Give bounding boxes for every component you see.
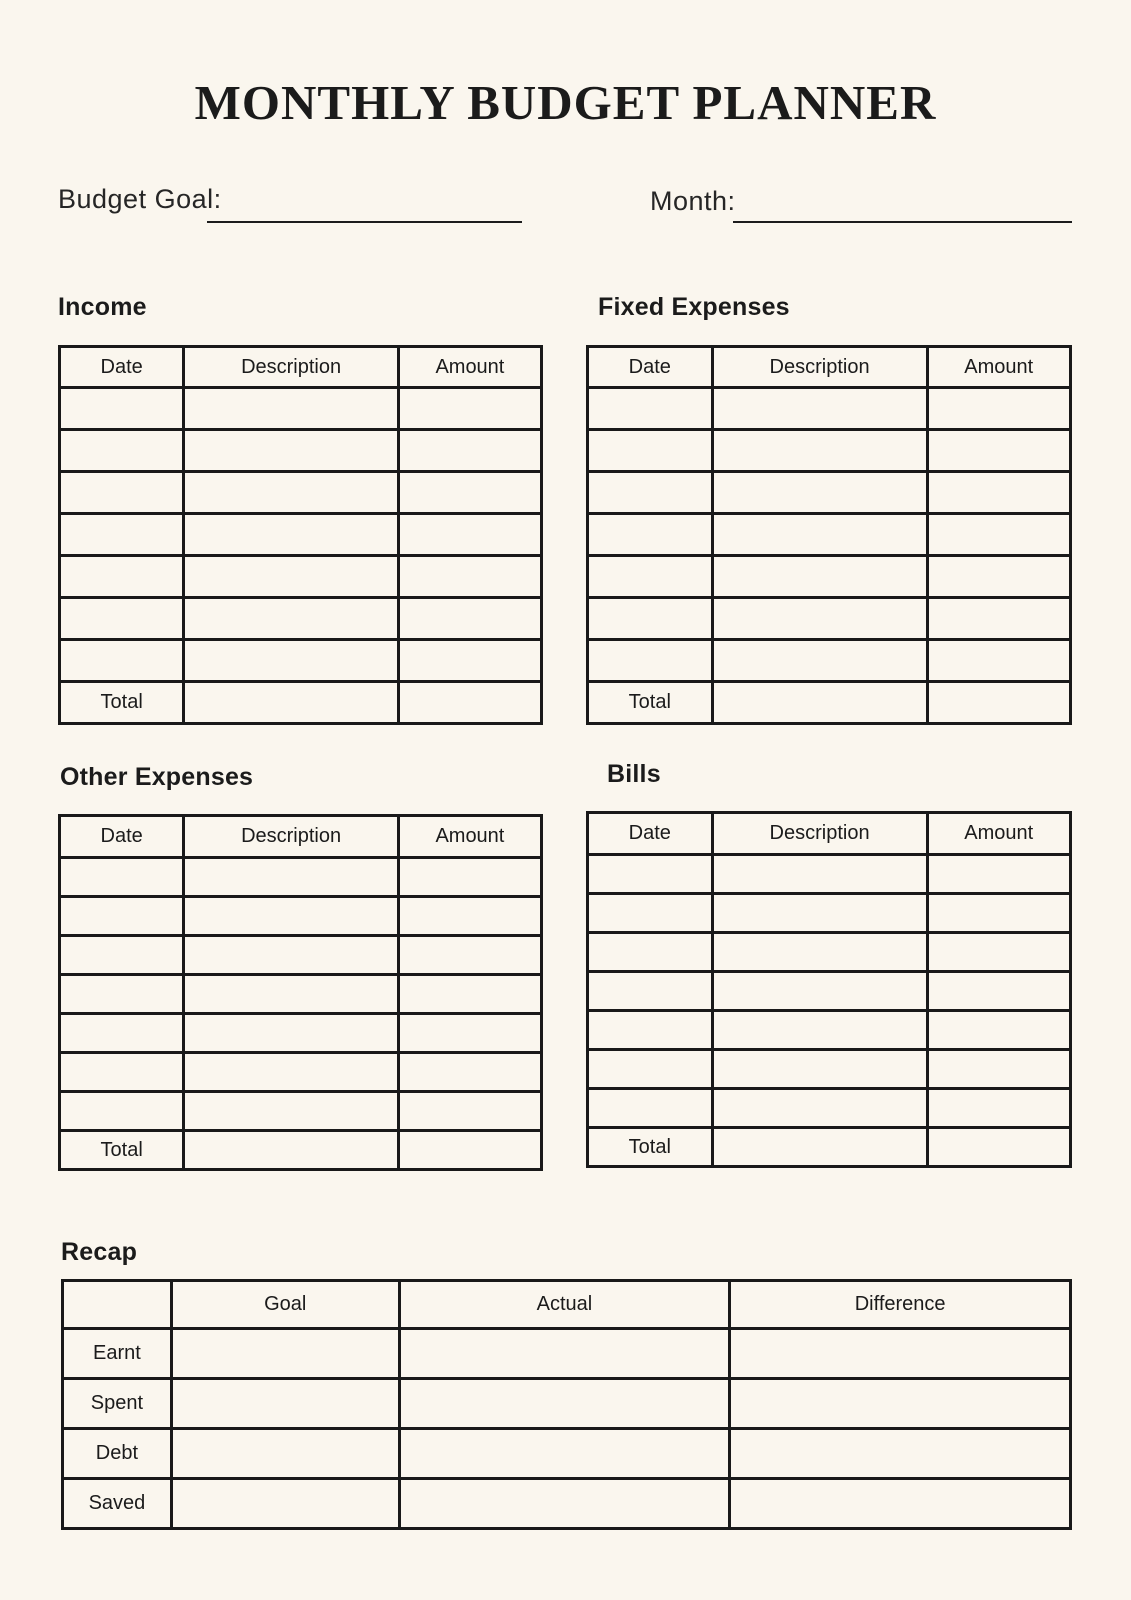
empty-cell[interactable] bbox=[60, 1014, 184, 1053]
recap-header-row bbox=[63, 1281, 1071, 1329]
empty-cell[interactable] bbox=[184, 472, 398, 514]
empty-cell[interactable] bbox=[712, 1050, 927, 1089]
empty-cell[interactable] bbox=[399, 1429, 730, 1479]
empty-cell[interactable] bbox=[398, 936, 541, 975]
empty-cell[interactable] bbox=[399, 1379, 730, 1429]
empty-cell[interactable] bbox=[588, 640, 713, 682]
table-row bbox=[60, 388, 542, 430]
table-row bbox=[588, 1050, 1071, 1089]
col-header-date: Date bbox=[60, 816, 184, 858]
table-row bbox=[60, 936, 542, 975]
month-field[interactable] bbox=[733, 221, 1072, 223]
empty-cell[interactable] bbox=[927, 972, 1070, 1011]
empty-cell[interactable] bbox=[399, 1329, 730, 1379]
empty-cell[interactable] bbox=[588, 556, 713, 598]
table-header-row bbox=[60, 816, 542, 858]
empty-cell[interactable] bbox=[588, 1011, 713, 1050]
empty-cell[interactable] bbox=[60, 858, 184, 897]
empty-cell[interactable] bbox=[712, 855, 927, 894]
table-row bbox=[588, 640, 1071, 682]
table-row bbox=[588, 855, 1071, 894]
empty-cell[interactable] bbox=[60, 556, 184, 598]
empty-cell[interactable] bbox=[398, 897, 541, 936]
table-row bbox=[60, 640, 542, 682]
table-row bbox=[60, 556, 542, 598]
page-title: MONTHLY BUDGET PLANNER bbox=[194, 75, 937, 130]
col-header-date: Date bbox=[588, 347, 713, 388]
section-title-income: Income bbox=[58, 293, 147, 321]
empty-cell[interactable] bbox=[588, 388, 713, 430]
empty-cell[interactable] bbox=[184, 556, 398, 598]
empty-cell[interactable] bbox=[588, 514, 713, 556]
empty-cell[interactable] bbox=[60, 1053, 184, 1092]
empty-cell[interactable] bbox=[171, 1479, 399, 1529]
recap-row-label: Earnt bbox=[63, 1329, 172, 1379]
empty-cell[interactable] bbox=[184, 1014, 398, 1053]
empty-cell[interactable] bbox=[398, 430, 541, 472]
empty-cell[interactable] bbox=[398, 1014, 541, 1053]
empty-cell[interactable] bbox=[712, 682, 927, 724]
empty-cell[interactable] bbox=[730, 1429, 1071, 1479]
empty-cell[interactable] bbox=[398, 975, 541, 1014]
empty-cell[interactable] bbox=[398, 640, 541, 682]
empty-cell[interactable] bbox=[927, 556, 1070, 598]
table-header-row bbox=[588, 813, 1071, 855]
col-header-amount: Amount bbox=[927, 347, 1070, 388]
empty-cell[interactable] bbox=[60, 975, 184, 1014]
col-header-difference: Difference bbox=[730, 1281, 1071, 1329]
month-label: Month: bbox=[650, 186, 736, 216]
col-header-amount: Amount bbox=[398, 347, 541, 388]
table-row bbox=[588, 1089, 1071, 1128]
empty-cell[interactable] bbox=[712, 640, 927, 682]
empty-cell[interactable] bbox=[184, 1092, 398, 1131]
col-header-date: Date bbox=[588, 813, 713, 855]
empty-cell[interactable] bbox=[60, 430, 184, 472]
total-amount-cell[interactable] bbox=[398, 682, 541, 724]
empty-cell[interactable] bbox=[398, 472, 541, 514]
empty-cell[interactable] bbox=[184, 388, 398, 430]
total-amount-cell[interactable] bbox=[398, 1131, 541, 1170]
empty-cell[interactable] bbox=[712, 556, 927, 598]
table-row bbox=[588, 556, 1071, 598]
empty-cell[interactable] bbox=[184, 975, 398, 1014]
total-label: Total bbox=[588, 682, 713, 724]
empty-cell[interactable] bbox=[60, 388, 184, 430]
recap-row-label: Spent bbox=[63, 1379, 172, 1429]
empty-cell[interactable] bbox=[730, 1329, 1071, 1379]
table-row bbox=[60, 858, 542, 897]
empty-cell[interactable] bbox=[184, 1131, 398, 1170]
empty-cell[interactable] bbox=[927, 472, 1070, 514]
col-header-amount: Amount bbox=[398, 816, 541, 858]
empty-cell[interactable] bbox=[398, 514, 541, 556]
total-row bbox=[588, 1128, 1071, 1167]
empty-cell[interactable] bbox=[712, 430, 927, 472]
empty-cell[interactable] bbox=[398, 598, 541, 640]
col-header-actual: Actual bbox=[399, 1281, 730, 1329]
col-header-description: Description bbox=[712, 813, 927, 855]
fixed-expenses-table bbox=[586, 345, 1072, 725]
total-row bbox=[60, 682, 542, 724]
empty-cell[interactable] bbox=[712, 1089, 927, 1128]
col-header-date: Date bbox=[60, 347, 184, 388]
empty-cell[interactable] bbox=[927, 1050, 1070, 1089]
empty-cell[interactable] bbox=[730, 1379, 1071, 1429]
empty-cell[interactable] bbox=[171, 1379, 399, 1429]
table-row bbox=[588, 933, 1071, 972]
table-header-row bbox=[60, 347, 542, 388]
col-header-description: Description bbox=[184, 347, 398, 388]
table-row bbox=[588, 972, 1071, 1011]
total-amount-cell[interactable] bbox=[927, 1128, 1070, 1167]
recap-row-earnt bbox=[63, 1329, 1071, 1379]
empty-cell[interactable] bbox=[184, 897, 398, 936]
table-row bbox=[60, 514, 542, 556]
recap-row-spent bbox=[63, 1379, 1071, 1429]
table-row bbox=[60, 1014, 542, 1053]
col-header-goal: Goal bbox=[171, 1281, 399, 1329]
section-title-recap: Recap bbox=[61, 1238, 138, 1266]
total-row bbox=[60, 1131, 542, 1170]
empty-cell[interactable] bbox=[398, 858, 541, 897]
empty-cell[interactable] bbox=[60, 897, 184, 936]
section-title-other-expenses: Other Expenses bbox=[60, 763, 254, 791]
empty-cell[interactable] bbox=[60, 640, 184, 682]
empty-cell[interactable] bbox=[60, 472, 184, 514]
empty-cell[interactable] bbox=[60, 936, 184, 975]
table-row bbox=[60, 1092, 542, 1131]
empty-cell[interactable] bbox=[588, 972, 713, 1011]
col-header-description: Description bbox=[184, 816, 398, 858]
section-title-fixed-expenses: Fixed Expenses bbox=[598, 293, 790, 321]
empty-cell[interactable] bbox=[398, 1053, 541, 1092]
empty-cell[interactable] bbox=[712, 472, 927, 514]
empty-cell[interactable] bbox=[927, 598, 1070, 640]
section-title-bills: Bills bbox=[607, 760, 661, 788]
empty-cell[interactable] bbox=[927, 640, 1070, 682]
empty-cell[interactable] bbox=[398, 1092, 541, 1131]
recap-row-debt bbox=[63, 1429, 1071, 1479]
empty-cell[interactable] bbox=[712, 1011, 927, 1050]
table-header-row bbox=[588, 347, 1071, 388]
total-row bbox=[588, 682, 1071, 724]
empty-cell[interactable] bbox=[184, 598, 398, 640]
empty-cell[interactable] bbox=[60, 1092, 184, 1131]
empty-cell[interactable] bbox=[927, 430, 1070, 472]
empty-cell[interactable] bbox=[927, 933, 1070, 972]
total-label: Total bbox=[60, 682, 184, 724]
table-row bbox=[60, 430, 542, 472]
empty-cell[interactable] bbox=[588, 598, 713, 640]
empty-cell[interactable] bbox=[730, 1479, 1071, 1529]
empty-cell[interactable] bbox=[184, 936, 398, 975]
empty-cell[interactable] bbox=[712, 1128, 927, 1167]
recap-row-label: Debt bbox=[63, 1429, 172, 1479]
table-row bbox=[588, 472, 1071, 514]
table-row bbox=[588, 598, 1071, 640]
empty-cell[interactable] bbox=[588, 1089, 713, 1128]
empty-cell[interactable] bbox=[184, 640, 398, 682]
table-row bbox=[60, 975, 542, 1014]
empty-cell[interactable] bbox=[712, 933, 927, 972]
empty-cell[interactable] bbox=[712, 388, 927, 430]
recap-corner-cell bbox=[63, 1281, 172, 1329]
total-amount-cell[interactable] bbox=[927, 682, 1070, 724]
recap-table bbox=[61, 1279, 1072, 1530]
empty-cell[interactable] bbox=[184, 858, 398, 897]
total-label: Total bbox=[60, 1131, 184, 1170]
col-header-description: Description bbox=[712, 347, 927, 388]
table-row bbox=[60, 897, 542, 936]
empty-cell[interactable] bbox=[712, 598, 927, 640]
empty-cell[interactable] bbox=[712, 894, 927, 933]
table-row bbox=[588, 430, 1071, 472]
empty-cell[interactable] bbox=[588, 430, 713, 472]
empty-cell[interactable] bbox=[588, 894, 713, 933]
empty-cell[interactable] bbox=[588, 1050, 713, 1089]
budget-goal-label: Budget Goal: bbox=[58, 184, 222, 214]
empty-cell[interactable] bbox=[184, 1053, 398, 1092]
empty-cell[interactable] bbox=[927, 1089, 1070, 1128]
empty-cell[interactable] bbox=[184, 682, 398, 724]
empty-cell[interactable] bbox=[927, 894, 1070, 933]
empty-cell[interactable] bbox=[927, 514, 1070, 556]
total-label: Total bbox=[588, 1128, 713, 1167]
empty-cell[interactable] bbox=[927, 388, 1070, 430]
table-row bbox=[588, 1011, 1071, 1050]
empty-cell[interactable] bbox=[588, 855, 713, 894]
table-row bbox=[588, 514, 1071, 556]
empty-cell[interactable] bbox=[184, 430, 398, 472]
other-expenses-table bbox=[58, 814, 543, 1171]
table-row bbox=[588, 894, 1071, 933]
empty-cell[interactable] bbox=[399, 1479, 730, 1529]
table-row bbox=[588, 388, 1071, 430]
bills-table bbox=[586, 811, 1072, 1168]
empty-cell[interactable] bbox=[184, 514, 398, 556]
empty-cell[interactable] bbox=[398, 556, 541, 598]
empty-cell[interactable] bbox=[588, 933, 713, 972]
empty-cell[interactable] bbox=[927, 855, 1070, 894]
empty-cell[interactable] bbox=[171, 1329, 399, 1379]
recap-row-label: Saved bbox=[63, 1479, 172, 1529]
table-row bbox=[60, 1053, 542, 1092]
empty-cell[interactable] bbox=[712, 972, 927, 1011]
table-row bbox=[60, 472, 542, 514]
empty-cell[interactable] bbox=[712, 514, 927, 556]
empty-cell[interactable] bbox=[60, 514, 184, 556]
empty-cell[interactable] bbox=[398, 388, 541, 430]
table-row bbox=[60, 598, 542, 640]
empty-cell[interactable] bbox=[171, 1429, 399, 1479]
empty-cell[interactable] bbox=[60, 598, 184, 640]
empty-cell[interactable] bbox=[927, 1011, 1070, 1050]
income-table bbox=[58, 345, 543, 725]
recap-row-saved bbox=[63, 1479, 1071, 1529]
col-header-amount: Amount bbox=[927, 813, 1070, 855]
empty-cell[interactable] bbox=[588, 472, 713, 514]
budget-goal-field[interactable] bbox=[207, 221, 522, 223]
